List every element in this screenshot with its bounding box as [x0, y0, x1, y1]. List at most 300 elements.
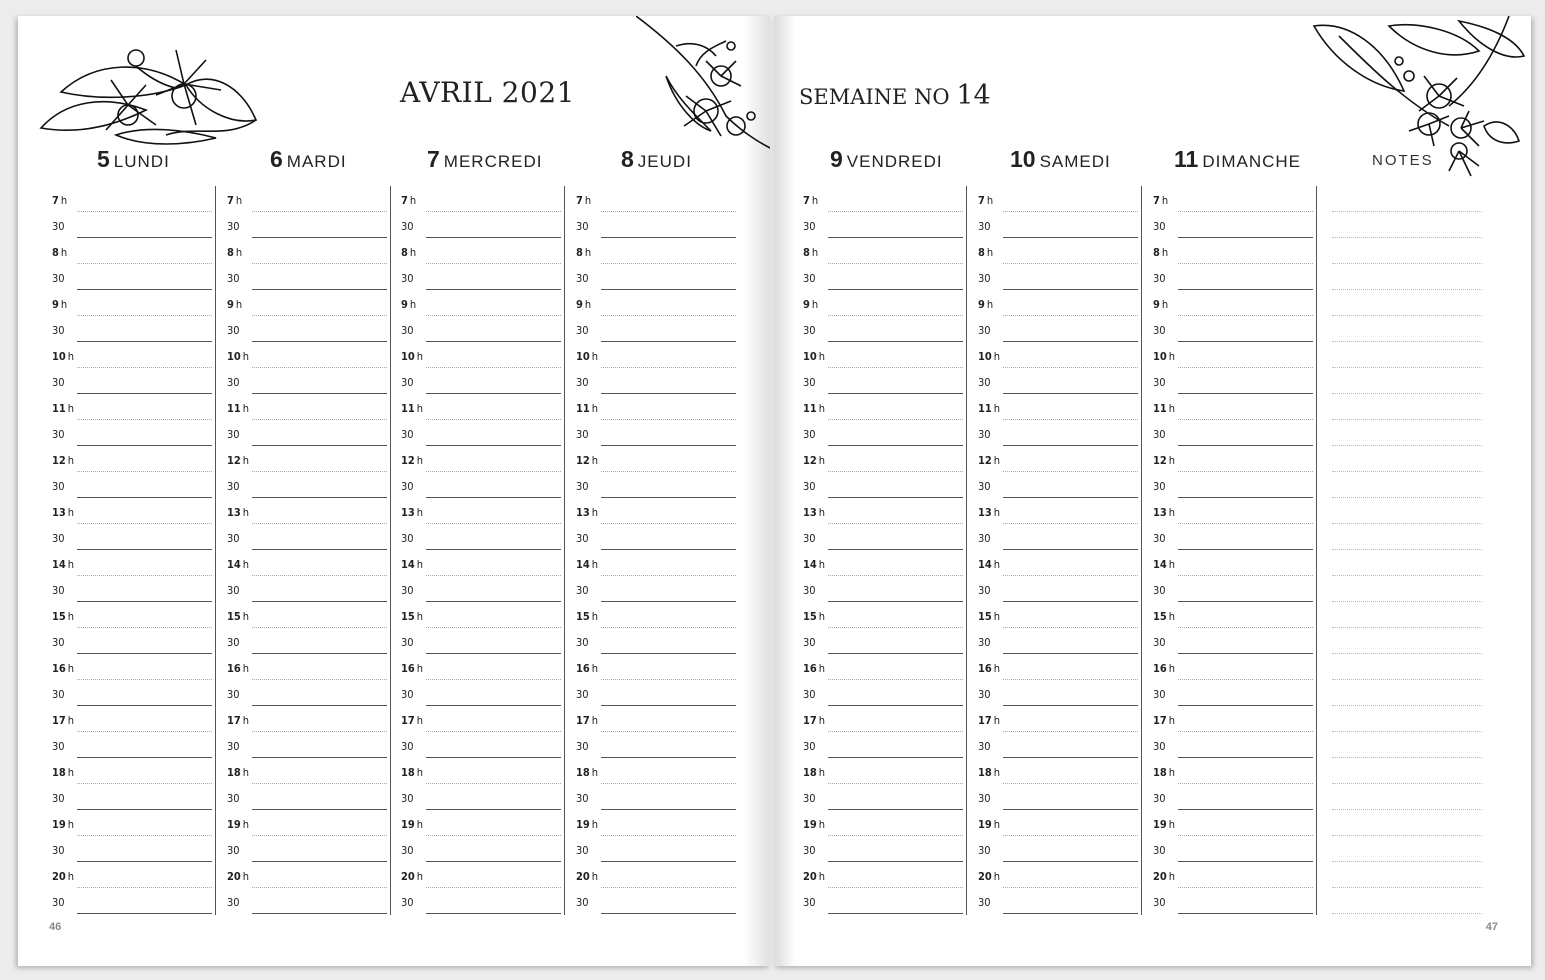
- half-hour-label: 30: [401, 532, 414, 545]
- time-slot-hour: [572, 706, 740, 732]
- half-hour-label: 30: [978, 688, 991, 701]
- hour-label: 19 h: [1153, 818, 1176, 831]
- hour-label: 10 h: [576, 350, 599, 363]
- hour-label: 19 h: [52, 818, 75, 831]
- time-slot-hour: [799, 238, 967, 264]
- time-slot-half: [799, 420, 967, 446]
- time-slot-half: [974, 576, 1142, 602]
- half-hour-label: 30: [52, 480, 65, 493]
- time-slot-hour: [48, 394, 216, 420]
- hour-label: 18 h: [227, 766, 250, 779]
- hour-label: 16 h: [803, 662, 826, 675]
- time-slot-hour: [397, 290, 565, 316]
- time-slot-hour: [974, 602, 1142, 628]
- half-hour-label: 30: [227, 428, 240, 441]
- time-slot-hour: [1149, 498, 1317, 524]
- half-hour-label: 30: [803, 896, 816, 909]
- notes-line: [1332, 367, 1482, 368]
- time-slot-half: [1149, 472, 1317, 498]
- time-slot-hour: [974, 186, 1142, 212]
- time-slot-half: [1149, 628, 1317, 654]
- time-slot-half: [799, 524, 967, 550]
- half-hour-label: 30: [227, 844, 240, 857]
- half-hour-label: 30: [52, 584, 65, 597]
- half-hour-label: 30: [978, 220, 991, 233]
- hour-label: 9 h: [52, 298, 68, 311]
- time-slot-hour: [572, 446, 740, 472]
- time-slot-half: [48, 836, 216, 862]
- hour-label: 15 h: [978, 610, 1001, 623]
- time-slot-half: [223, 524, 391, 550]
- half-hour-label: 30: [978, 324, 991, 337]
- half-hour-label: 30: [978, 480, 991, 493]
- time-slot-half: [223, 732, 391, 758]
- time-slot-hour: [974, 758, 1142, 784]
- hour-label: 9 h: [978, 298, 994, 311]
- time-slot-half: [397, 576, 565, 602]
- half-hour-label: 30: [52, 532, 65, 545]
- hour-label: 8 h: [576, 246, 592, 259]
- notes-line: [1332, 445, 1482, 446]
- day-number: 5: [97, 146, 110, 172]
- hour-label: 8 h: [803, 246, 819, 259]
- time-slot-hour: [799, 654, 967, 680]
- time-slot-hour: [799, 290, 967, 316]
- hour-label: 13 h: [1153, 506, 1176, 519]
- day-number: 11: [1174, 146, 1199, 172]
- time-slot-half: [799, 264, 967, 290]
- time-slot-hour: [799, 498, 967, 524]
- time-slot-hour: [1149, 446, 1317, 472]
- notes-header: NOTES: [1372, 152, 1434, 169]
- time-slot-hour: [397, 654, 565, 680]
- half-hour-label: 30: [978, 636, 991, 649]
- hour-label: 13 h: [576, 506, 599, 519]
- time-slot-half: [974, 524, 1142, 550]
- time-slot-half: [1149, 784, 1317, 810]
- time-slot-hour: [223, 446, 391, 472]
- half-hour-label: 30: [401, 688, 414, 701]
- time-slot-hour: [223, 862, 391, 888]
- time-slot-hour: [572, 238, 740, 264]
- hour-label: 18 h: [978, 766, 1001, 779]
- month-title: AVRIL 2021: [400, 76, 575, 109]
- time-slot-half: [1149, 576, 1317, 602]
- time-slot-half: [223, 628, 391, 654]
- hour-label: 12 h: [1153, 454, 1176, 467]
- half-hour-label: 30: [803, 480, 816, 493]
- half-hour-label: 30: [1153, 844, 1166, 857]
- time-slot-hour: [799, 758, 967, 784]
- notes-line: [1332, 393, 1482, 394]
- day-number: 8: [621, 146, 634, 172]
- day-header-saturday: [1010, 146, 1111, 173]
- time-slot-hour: [223, 550, 391, 576]
- notes-line: [1332, 809, 1482, 810]
- time-slot-half: [48, 732, 216, 758]
- half-hour-label: 30: [52, 428, 65, 441]
- time-slot-hour: [572, 394, 740, 420]
- half-hour-label: 30: [576, 636, 589, 649]
- half-hour-label: 30: [401, 272, 414, 285]
- half-hour-label: 30: [803, 844, 816, 857]
- hour-label: 13 h: [803, 506, 826, 519]
- notes-line: [1332, 549, 1482, 550]
- half-hour-label: 30: [576, 688, 589, 701]
- time-slot-half: [223, 784, 391, 810]
- notes-line: [1332, 419, 1482, 420]
- time-slot-hour: [1149, 342, 1317, 368]
- hour-label: 11 h: [227, 402, 250, 415]
- time-slot-hour: [572, 654, 740, 680]
- time-slot-half: [799, 576, 967, 602]
- time-slot-hour: [48, 758, 216, 784]
- half-hour-label: 30: [576, 844, 589, 857]
- hour-label: 17 h: [401, 714, 424, 727]
- half-hour-label: 30: [978, 532, 991, 545]
- notes-line: [1332, 705, 1482, 706]
- write-line: [601, 913, 736, 914]
- half-hour-label: 30: [576, 740, 589, 753]
- time-slot-half: [223, 680, 391, 706]
- time-slot-hour: [223, 498, 391, 524]
- day-name: MARDI: [286, 152, 347, 171]
- notes-line: [1332, 679, 1482, 680]
- hour-label: 20 h: [401, 870, 424, 883]
- hour-label: 7 h: [52, 194, 68, 207]
- hour-label: 19 h: [401, 818, 424, 831]
- notes-line: [1332, 627, 1482, 628]
- time-slot-half: [397, 316, 565, 342]
- time-slot-hour: [1149, 810, 1317, 836]
- time-slot-hour: [48, 654, 216, 680]
- time-slot-half: [1149, 732, 1317, 758]
- hour-label: 18 h: [52, 766, 75, 779]
- hour-label: 9 h: [401, 298, 417, 311]
- half-hour-label: 30: [978, 740, 991, 753]
- half-hour-label: 30: [576, 428, 589, 441]
- notes-area: [1332, 186, 1482, 915]
- time-slot-hour: [1149, 550, 1317, 576]
- day-number: 6: [270, 146, 283, 172]
- hour-label: 16 h: [52, 662, 75, 675]
- time-slot-half: [974, 732, 1142, 758]
- time-slot-hour: [397, 550, 565, 576]
- time-slot-hour: [1149, 862, 1317, 888]
- notes-line: [1332, 913, 1482, 914]
- right-page: [774, 16, 1531, 966]
- time-slot-half: [48, 420, 216, 446]
- time-slot-half: [572, 472, 740, 498]
- flower-illustration-icon: [36, 30, 261, 155]
- time-slot-hour: [1149, 706, 1317, 732]
- half-hour-label: 30: [401, 844, 414, 857]
- time-slot-half: [572, 680, 740, 706]
- hour-label: 17 h: [227, 714, 250, 727]
- hour-label: 9 h: [227, 298, 243, 311]
- hour-label: 11 h: [978, 402, 1001, 415]
- day-column-monday: [48, 186, 216, 915]
- hour-label: 19 h: [227, 818, 250, 831]
- time-slot-hour: [974, 706, 1142, 732]
- time-slot-half: [48, 576, 216, 602]
- notes-line: [1332, 289, 1482, 290]
- time-slot-half: [1149, 836, 1317, 862]
- half-hour-label: 30: [52, 844, 65, 857]
- time-slot-hour: [397, 238, 565, 264]
- half-hour-label: 30: [401, 584, 414, 597]
- notes-line: [1332, 341, 1482, 342]
- hour-label: 7 h: [401, 194, 417, 207]
- time-slot-hour: [572, 186, 740, 212]
- hour-label: 18 h: [803, 766, 826, 779]
- half-hour-label: 30: [803, 324, 816, 337]
- time-slot-hour: [223, 654, 391, 680]
- time-slot-half: [397, 212, 565, 238]
- hour-label: 12 h: [803, 454, 826, 467]
- time-slot-hour: [1149, 290, 1317, 316]
- day-number: 9: [830, 146, 843, 172]
- half-hour-label: 30: [1153, 740, 1166, 753]
- week-label: SEMAINE NO: [799, 85, 950, 109]
- hour-label: 19 h: [803, 818, 826, 831]
- time-slot-hour: [974, 810, 1142, 836]
- hour-label: 20 h: [978, 870, 1001, 883]
- time-slot-hour: [799, 550, 967, 576]
- time-slot-hour: [397, 446, 565, 472]
- time-slot-half: [397, 420, 565, 446]
- time-slot-hour: [572, 862, 740, 888]
- hour-label: 14 h: [576, 558, 599, 571]
- half-hour-label: 30: [52, 896, 65, 909]
- hour-label: 17 h: [803, 714, 826, 727]
- time-slot-half: [48, 784, 216, 810]
- half-hour-label: 30: [803, 740, 816, 753]
- time-slot-hour: [397, 394, 565, 420]
- week-number: 14: [956, 80, 991, 111]
- time-slot-hour: [397, 186, 565, 212]
- hour-label: 17 h: [52, 714, 75, 727]
- time-slot-half: [1149, 524, 1317, 550]
- day-column-tuesday: [223, 186, 391, 915]
- half-hour-label: 30: [803, 636, 816, 649]
- hour-label: 15 h: [227, 610, 250, 623]
- hour-label: 7 h: [576, 194, 592, 207]
- time-slot-half: [48, 212, 216, 238]
- time-slot-half: [799, 368, 967, 394]
- day-column-thursday: [572, 186, 740, 915]
- gutter-shadow: [774, 16, 796, 966]
- hour-label: 10 h: [803, 350, 826, 363]
- time-slot-half: [223, 836, 391, 862]
- left-page: [18, 16, 770, 966]
- write-line: [426, 913, 561, 914]
- half-hour-label: 30: [803, 688, 816, 701]
- time-slot-hour: [223, 394, 391, 420]
- half-hour-label: 30: [1153, 220, 1166, 233]
- half-hour-label: 30: [227, 584, 240, 597]
- notes-line: [1332, 523, 1482, 524]
- hour-label: 9 h: [576, 298, 592, 311]
- hour-label: 16 h: [227, 662, 250, 675]
- day-column-wednesday: [397, 186, 565, 915]
- half-hour-label: 30: [576, 896, 589, 909]
- half-hour-label: 30: [576, 376, 589, 389]
- time-slot-hour: [974, 238, 1142, 264]
- half-hour-label: 30: [52, 792, 65, 805]
- half-hour-label: 30: [401, 324, 414, 337]
- time-slot-half: [974, 836, 1142, 862]
- hour-label: 20 h: [803, 870, 826, 883]
- time-slot-half: [397, 368, 565, 394]
- time-slot-hour: [1149, 758, 1317, 784]
- notes-line: [1332, 783, 1482, 784]
- half-hour-label: 30: [227, 272, 240, 285]
- time-slot-half: [572, 836, 740, 862]
- hour-label: 9 h: [1153, 298, 1169, 311]
- time-slot-half: [799, 212, 967, 238]
- day-number: 7: [427, 146, 440, 172]
- time-slot-half: [48, 472, 216, 498]
- time-slot-half: [799, 472, 967, 498]
- half-hour-label: 30: [227, 532, 240, 545]
- write-line: [77, 913, 212, 914]
- half-hour-label: 30: [576, 584, 589, 597]
- time-slot-half: [799, 628, 967, 654]
- hour-label: 16 h: [1153, 662, 1176, 675]
- half-hour-label: 30: [401, 792, 414, 805]
- half-hour-label: 30: [52, 636, 65, 649]
- time-slot-half: [397, 784, 565, 810]
- half-hour-label: 30: [52, 272, 65, 285]
- notes-line: [1332, 575, 1482, 576]
- day-name: SAMEDI: [1039, 152, 1111, 171]
- time-slot-half: [799, 784, 967, 810]
- half-hour-label: 30: [52, 740, 65, 753]
- half-hour-label: 30: [576, 480, 589, 493]
- time-slot-hour: [572, 758, 740, 784]
- hour-label: 8 h: [1153, 246, 1169, 259]
- time-slot-hour: [1149, 654, 1317, 680]
- time-slot-half: [974, 628, 1142, 654]
- time-slot-hour: [48, 706, 216, 732]
- day-header-sunday: [1174, 146, 1301, 173]
- half-hour-label: 30: [52, 376, 65, 389]
- time-slot-half: [974, 368, 1142, 394]
- branch-blossom-icon: [636, 16, 770, 156]
- time-slot-half: [1149, 212, 1317, 238]
- hour-label: 16 h: [978, 662, 1001, 675]
- half-hour-label: 30: [227, 636, 240, 649]
- hour-label: 14 h: [52, 558, 75, 571]
- time-slot-half: [223, 368, 391, 394]
- time-slot-half: [572, 784, 740, 810]
- half-hour-label: 30: [576, 324, 589, 337]
- half-hour-label: 30: [1153, 636, 1166, 649]
- hour-label: 12 h: [978, 454, 1001, 467]
- time-slot-hour: [48, 186, 216, 212]
- notes-line: [1332, 471, 1482, 472]
- hour-label: 10 h: [52, 350, 75, 363]
- half-hour-label: 30: [227, 688, 240, 701]
- time-slot-hour: [799, 810, 967, 836]
- time-slot-hour: [397, 602, 565, 628]
- half-hour-label: 30: [803, 376, 816, 389]
- time-slot-half: [397, 680, 565, 706]
- hour-label: 13 h: [227, 506, 250, 519]
- time-slot-hour: [572, 342, 740, 368]
- notes-line: [1332, 653, 1482, 654]
- half-hour-label: 30: [52, 688, 65, 701]
- hour-label: 17 h: [1153, 714, 1176, 727]
- time-slot-half: [974, 784, 1142, 810]
- time-slot-half: [48, 264, 216, 290]
- time-slot-half: [48, 368, 216, 394]
- hour-label: 13 h: [52, 506, 75, 519]
- notes-line: [1332, 263, 1482, 264]
- time-slot-half: [397, 472, 565, 498]
- time-slot-hour: [974, 394, 1142, 420]
- time-slot-half: [397, 524, 565, 550]
- time-slot-half: [799, 732, 967, 758]
- hour-label: 14 h: [803, 558, 826, 571]
- hour-label: 15 h: [576, 610, 599, 623]
- time-slot-half: [572, 628, 740, 654]
- hour-label: 16 h: [401, 662, 424, 675]
- day-name: LUNDI: [113, 152, 170, 171]
- time-slot-half: [974, 420, 1142, 446]
- time-slot-half: [48, 316, 216, 342]
- time-slot-half: [572, 264, 740, 290]
- hour-label: 15 h: [803, 610, 826, 623]
- hour-label: 8 h: [401, 246, 417, 259]
- time-slot-half: [397, 732, 565, 758]
- hour-label: 17 h: [576, 714, 599, 727]
- time-slot-hour: [48, 602, 216, 628]
- half-hour-label: 30: [978, 584, 991, 597]
- hour-label: 17 h: [978, 714, 1001, 727]
- hour-label: 14 h: [227, 558, 250, 571]
- day-column-sunday: [1149, 186, 1317, 915]
- hour-label: 12 h: [401, 454, 424, 467]
- hour-label: 20 h: [576, 870, 599, 883]
- time-slot-hour: [974, 550, 1142, 576]
- half-hour-label: 30: [1153, 792, 1166, 805]
- time-slot-half: [799, 836, 967, 862]
- hour-label: 7 h: [803, 194, 819, 207]
- notes-line: [1332, 757, 1482, 758]
- hour-label: 13 h: [401, 506, 424, 519]
- day-header-thursday: [621, 146, 692, 173]
- week-title: [799, 80, 991, 111]
- hour-label: 8 h: [227, 246, 243, 259]
- time-slot-half: [223, 316, 391, 342]
- time-slot-half: [974, 316, 1142, 342]
- hour-label: 11 h: [1153, 402, 1176, 415]
- time-slot-half: [572, 888, 740, 914]
- half-hour-label: 30: [401, 220, 414, 233]
- hour-label: 18 h: [576, 766, 599, 779]
- day-name: MERCREDI: [443, 152, 543, 171]
- time-slot-half: [1149, 888, 1317, 914]
- time-slot-half: [974, 264, 1142, 290]
- time-slot-half: [572, 316, 740, 342]
- time-slot-hour: [974, 446, 1142, 472]
- hour-label: 7 h: [1153, 194, 1169, 207]
- notes-line: [1332, 211, 1482, 212]
- half-hour-label: 30: [978, 376, 991, 389]
- half-hour-label: 30: [576, 532, 589, 545]
